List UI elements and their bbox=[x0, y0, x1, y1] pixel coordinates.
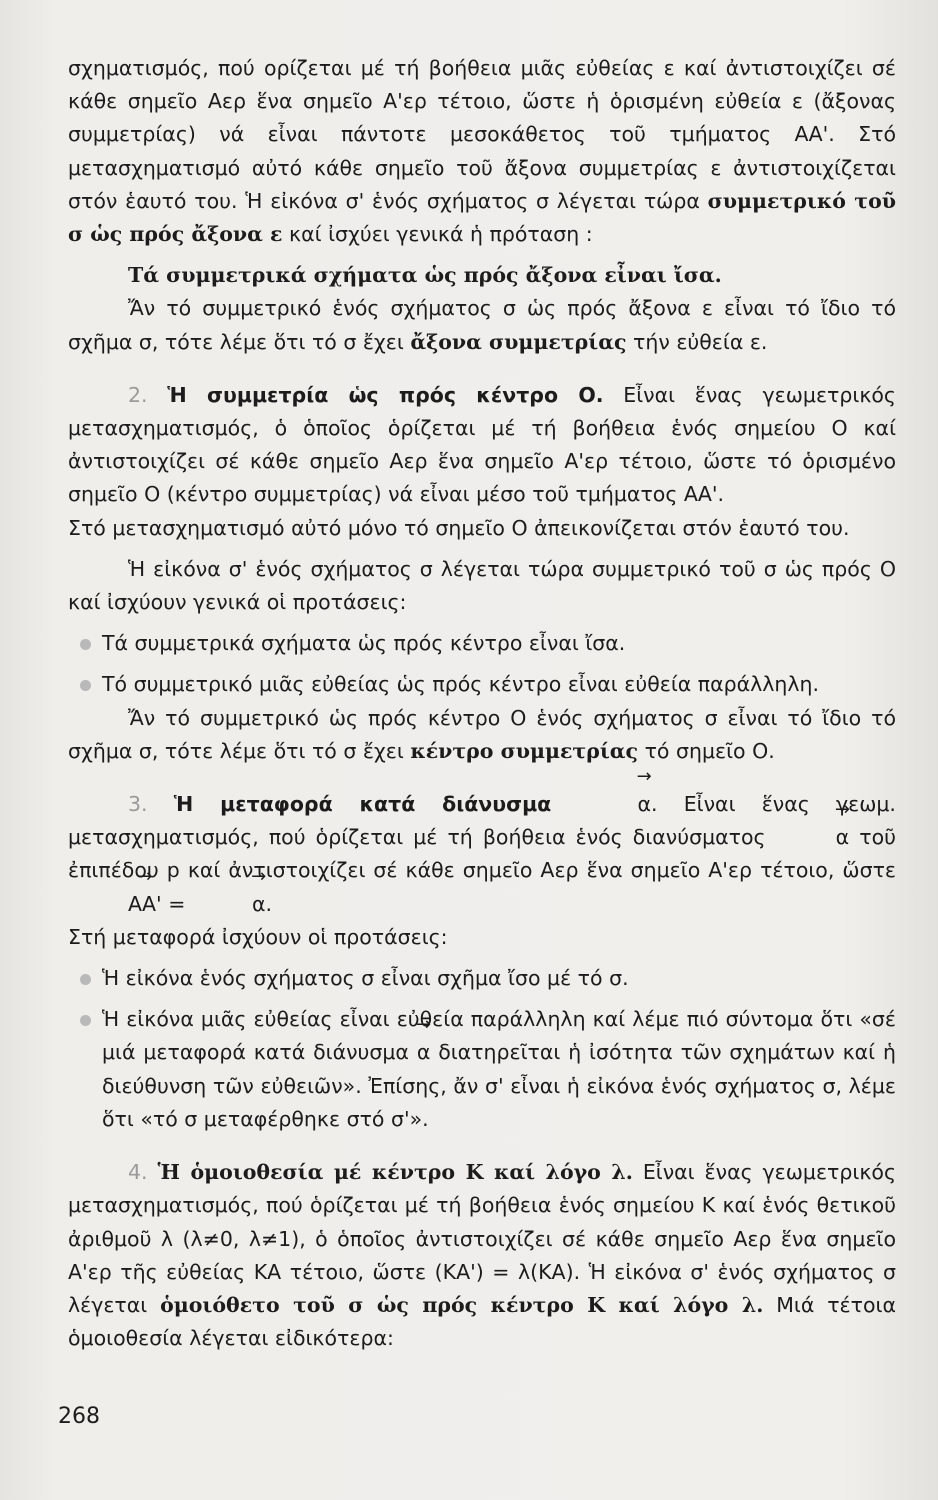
section-title-central-symmetry: Ἡ συμμετρία ὡς πρός κέντρο Ο. bbox=[167, 382, 604, 407]
vector-alpha: → α bbox=[776, 821, 850, 854]
section-title-translation: Ἡ μεταφορά κατά διάνυσμα bbox=[173, 792, 552, 817]
page-text bbox=[68, 52, 896, 1355]
intro-text-end: καί ἰσχύει γενικά ἡ πρόταση : bbox=[289, 222, 593, 247]
symmetric-axis-term: συμμετρικό τοῦ σ ὡς πρός ἄξονα ε bbox=[68, 188, 896, 247]
homothety-section bbox=[68, 1156, 896, 1355]
bullet-text-cont: διατηρεῖται ἡ ἰσότητα τῶν σχημάτων καί ἡ διεύθυνση τῶν εὐθειῶν». Ἐπίσης, ἄν σ' εἶναι ἡ εἰκόνα ἑνός σχήματος σ, λέμε ὅτι «τό σ μεταφέρθηκε στό σ'». bbox=[102, 1040, 896, 1131]
central-bullet-2 bbox=[68, 668, 896, 701]
bullet-text: Τό συμμετρικό μιᾶς εὐθείας ὡς πρός κέντρο εἶναι εὐθεία παράλληλη. bbox=[102, 672, 820, 697]
homothety-body: Εἶναι ἕνας γεωμετρικός μετασχηματισμός, πού ὁρίζεται μέ τή βοήθεια ἑνός σημείου Κ καί ἑνός θετικοῦ ἀριθμοῦ λ (λ≠0, λ≠1), ὁ ὁποῖος ἀντιστοιχίζει σέ κάθε σημεῖο Αερ ἕνα σημεῖο Α'ερ τῆς εὐθείας ΚΑ τέτοιο, ὥστε (ΚΑ') = λ(ΚΑ). Ἡ εἰκόνα σ' ἑνός σχήματος σ λέγεται bbox=[68, 1160, 896, 1317]
central-definition bbox=[68, 702, 896, 768]
vector-alpha: → α bbox=[192, 888, 266, 921]
bullet-icon bbox=[80, 680, 91, 691]
section-number-4: 4. bbox=[128, 1160, 148, 1185]
bullet-text: Ἡ εἰκόνα μιᾶς εὐθείας εἶναι εὐθεία παράλληλη καί λέμε πιό σύντομα ὅτι «σέ μιά μεταφορά κατά διάνυσμα bbox=[102, 1007, 896, 1065]
central-def-text: Ἄν τό συμμετρικό ὡς πρός κέντρο Ο ἑνός σχήματος σ εἶναι τό ἴδιο τό σχῆμα σ, τότε λέμε ὅτι τό σ ἔχει bbox=[68, 705, 896, 763]
translation-bullet-1 bbox=[68, 962, 896, 995]
page-number: 268 bbox=[58, 1404, 100, 1429]
section-number-3: 3. bbox=[128, 792, 148, 817]
axial-statement: Τά συμμετρικά σχήματα ὡς πρός ἄξονα εἶναι ἴσα. bbox=[128, 263, 722, 288]
vector-aa-prime: → ΑΑ' bbox=[68, 888, 162, 921]
homothety-end: Μιά τέτοια ὁμοιοθεσία λέγεται εἰδικότερα: bbox=[68, 1292, 896, 1351]
central-section bbox=[68, 379, 896, 512]
bullet-text: Ἡ εἰκόνα ἑνός σχήματος σ εἶναι σχῆμα ἴσο μέ τό σ. bbox=[102, 966, 629, 991]
intro-text: σχηματισμός, πού ορίζεται μέ τή βοήθεια μιᾶς εὐθείας ε καί ἀντιστοιχίζει σέ κάθε σημεῖο Αερ ἕνα σημεῖο Α'ερ τέτοιο, ὥστε ἡ ὁρισμένη εὐθεία ε (ἄξονας συμμετρίας) νά εἶναι πάντοτε μεσοκάθετος τοῦ τμήματος ΑΑ'. Στό μετασχηματισμό αὐτό κάθε σημεῖο τοῦ ἄξονα συμμετρίας ε ἀντιστοιχίζεται στόν ἑαυτό του. Ἡ εἰκόνα σ' ἑνός σχήματος σ λέγεται bbox=[68, 56, 896, 213]
central-bullet-1 bbox=[68, 627, 896, 660]
section-title-homothety: Ἡ ὁμοιοθεσία μέ κέντρο Κ καί λόγο λ. bbox=[157, 1160, 633, 1185]
intro-paragraph bbox=[68, 52, 896, 251]
central-fixed-point: Στό μετασχηματισμό αὐτό μόνο τό σημεῖο Ο ἀπεικονίζεται στόν ἑαυτό του. bbox=[68, 515, 850, 540]
central-def-end: τό σημεῖο Ο. bbox=[644, 738, 775, 763]
translation-intro: Στή μεταφορά ἰσχύουν οἱ προτάσεις: bbox=[68, 924, 448, 949]
vector-alpha: → α bbox=[417, 1036, 431, 1069]
bullet-text: Τά συμμετρικά σχήματα ὡς πρός κέντρο εἶναι ἴσα. bbox=[102, 631, 626, 656]
vector-alpha: → α bbox=[577, 788, 651, 821]
central-image-intro: Ἡ εἰκόνα σ' ἑνός σχήματος σ λέγεται τώρα συμμετρικό τοῦ σ ὡς πρός Ο καί ἰσχύουν γενικά οἱ προτάσεις: bbox=[68, 556, 896, 615]
central-body: Εἶναι ἕνας γεωμετρικός μετασχηματισμός, ὁ ὁποῖος ὁρίζεται μέ τή βοήθεια ἑνός σημείου Ο καί ἀντιστοιχίζει σέ κάθε σημεῖο Αερ ἕνα σημεῖο Α'ερ τέτοιο, ὥστε τό ὁρισμένο σημεῖο Ο (κέντρο συμμετρίας) νά εἶναι μέσο τοῦ τμήματος ΑΑ'. bbox=[68, 382, 896, 507]
translation-body: Εἶναι ἕνας γεωμ. μετασχηματισμός, πού ὁρίζεται μέ τή βοήθεια ἑνός διανύσματος bbox=[68, 792, 896, 850]
section-number-2: 2. bbox=[128, 382, 148, 407]
axial-def-end: τήν εὐθεία ε. bbox=[633, 329, 768, 354]
translation-section: 3. Ἡ μεταφορά κατά διάνυσμα → α. Εἶναι ἕνας γεωμ. μετασχηματισμός, πού ὁρίζεται μέ τή βοήθεια ἑνός διανύσματος → α τοῦ ἐπιπέδου p καί ἀντιστοιχίζει σέ κάθε σημεῖο Αερ ἕνα σημεῖο Α'ερ τέτοιο, ὥστε → ΑΑ' = → α. bbox=[68, 788, 896, 921]
bullet-icon bbox=[80, 639, 91, 650]
translation-bullet-2 bbox=[68, 1003, 896, 1136]
axis-of-symmetry-term: ἄξονα συμμετρίας bbox=[410, 329, 627, 354]
homothetic-term: ὁμοιόθετο τοῦ σ ὡς πρός κέντρο Κ καί λόγο λ. bbox=[160, 1292, 764, 1317]
translation-body-cont: τοῦ ἐπιπέδου p καί ἀντιστοιχίζει σέ κάθε σημεῖο Αερ ἕνα σημεῖο Α'ερ τέτοιο, ὥστε bbox=[68, 825, 896, 883]
bullet-icon bbox=[80, 974, 91, 985]
equals-sign: = bbox=[168, 891, 186, 916]
bullet-icon bbox=[80, 1015, 91, 1026]
axial-definition bbox=[68, 292, 896, 358]
intro-text-now: τώρα bbox=[643, 188, 700, 213]
axial-def-text: Ἄν τό συμμετρικό ἑνός σχήματος σ ὡς πρός ἄξονα ε εἶναι τό ἴδιο τό σχῆμα σ, τότε λέμε ὅτι τό σ ἔχει bbox=[68, 296, 896, 354]
center-of-symmetry-term: κέντρο συμμετρίας bbox=[410, 738, 639, 763]
title-period: . bbox=[650, 792, 658, 817]
